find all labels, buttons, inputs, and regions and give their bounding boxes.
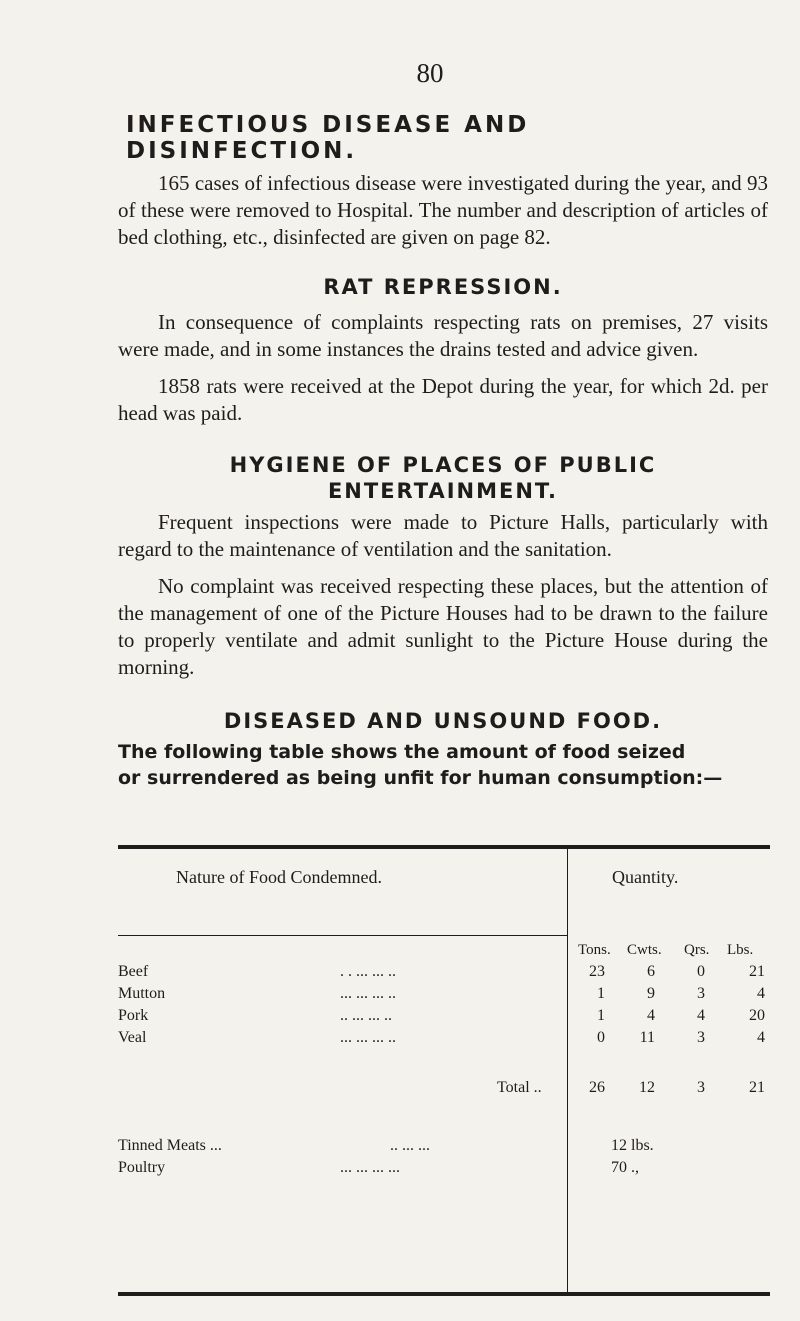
total-label: Total .. xyxy=(497,1079,542,1096)
mutton-lbs: 4 xyxy=(757,985,765,1002)
unit-cwts: Cwts. xyxy=(627,942,662,958)
veal-cwts: 11 xyxy=(639,1029,655,1046)
total-cwts: 12 xyxy=(639,1079,655,1096)
poultry-quantity: 70 ., xyxy=(611,1159,639,1176)
row-leader-pork: .. ... ... .. xyxy=(340,1007,392,1024)
column-header-quantity: Quantity. xyxy=(612,867,679,887)
page-content xyxy=(118,112,768,791)
tinned-meats-quantity: 12 lbs. xyxy=(611,1137,654,1154)
pork-tons: 1 xyxy=(597,1007,605,1024)
table-top-rule xyxy=(118,845,770,849)
rat-heading: RAT REPRESSION. xyxy=(323,275,563,299)
row-leader-beef: . . ... ... .. xyxy=(340,963,396,980)
unit-lbs: Lbs. xyxy=(727,942,754,958)
infectious-heading: INFECTIOUS DISEASE AND DISINFECTION. xyxy=(126,112,530,164)
table-header-rule xyxy=(118,935,567,936)
infectious-paragraph: 165 cases of infectious disease were investigated during the year, and 93 of these were removed to Hospital. The number and description of articles of bed clothing, etc., disinfected are given on page 82. xyxy=(118,171,768,249)
total-qrs: 3 xyxy=(697,1079,705,1096)
row-name-tinned-meats: Tinned Meats ... xyxy=(118,1137,222,1154)
table-bottom-rule xyxy=(118,1292,770,1296)
total-tons: 26 xyxy=(589,1079,605,1096)
mutton-tons: 1 xyxy=(597,985,605,1002)
unit-tons: Tons. xyxy=(578,942,611,958)
row-leader-veal: ... ... ... .. xyxy=(340,1029,396,1046)
mutton-cwts: 9 xyxy=(647,985,655,1002)
food-intro-line-1: The following table shows the amount of food seized xyxy=(118,741,686,763)
hygiene-heading-line-2: ENTERTAINMENT. xyxy=(327,479,559,503)
food-intro-line-2: or surrendered as being unfit for human consumption:— xyxy=(118,767,723,789)
row-name-poultry: Poultry xyxy=(118,1159,166,1176)
food-heading: DISEASED AND UNSOUND FOOD. xyxy=(223,709,663,733)
pork-cwts: 4 xyxy=(647,1007,655,1024)
column-header-food: Nature of Food Condemned. xyxy=(176,867,382,887)
unit-qrs: Qrs. xyxy=(684,942,710,958)
row-name-mutton: Mutton xyxy=(118,985,166,1002)
total-lbs: 21 xyxy=(749,1079,765,1096)
hygiene-paragraph-2: No complaint was received respecting these places, but the attention of the management of one of the Picture Houses had to be drawn to the failure to properly ventilate and admit sunlight to the Picture House during the morning. xyxy=(118,574,768,679)
beef-qrs: 0 xyxy=(697,963,705,980)
veal-tons: 0 xyxy=(597,1029,605,1046)
rat-paragraph-1: In consequence of complaints respecting rats on premises, 27 visits were made, and in some instances the drains tested and advice given. xyxy=(118,310,768,361)
hygiene-paragraph-1: Frequent inspections were made to Picture Halls, particularly with regard to the maintenance of ventilation and the sanitation. xyxy=(118,510,768,561)
veal-qrs: 3 xyxy=(697,1029,705,1046)
beef-lbs: 21 xyxy=(749,963,765,980)
row-leader-tinned-meats: .. ... ... xyxy=(390,1137,430,1154)
row-leader-mutton: ... ... ... .. xyxy=(340,985,396,1002)
row-name-beef: Beef xyxy=(118,963,149,980)
beef-tons: 23 xyxy=(589,963,605,980)
pork-qrs: 4 xyxy=(697,1007,705,1024)
page-number: 80 xyxy=(416,58,444,88)
rat-paragraph-2: 1858 rats were received at the Depot during the year, for which 2d. per head was paid. xyxy=(118,374,768,425)
hygiene-heading-line-1: HYGIENE OF PLACES OF PUBLIC xyxy=(229,453,657,477)
pork-lbs: 20 xyxy=(749,1007,765,1024)
beef-cwts: 6 xyxy=(647,963,655,980)
mutton-qrs: 3 xyxy=(697,985,705,1002)
row-name-veal: Veal xyxy=(118,1029,147,1046)
row-leader-poultry: ... ... ... ... xyxy=(340,1159,400,1176)
row-name-pork: Pork xyxy=(118,1007,149,1024)
veal-lbs: 4 xyxy=(757,1029,765,1046)
table-column-divider xyxy=(567,849,568,1292)
